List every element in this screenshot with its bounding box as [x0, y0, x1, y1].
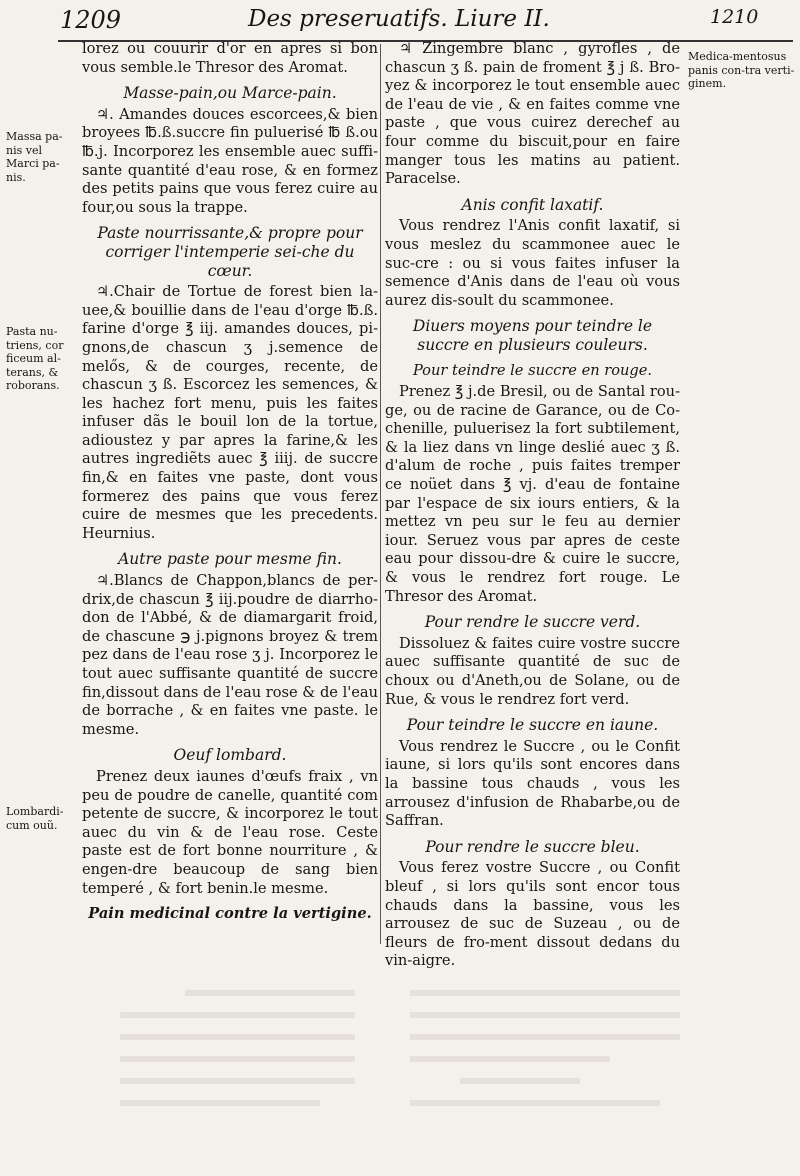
recipe-autre-paste: ♃.Blancs de Chappon,blancs de per-drix,de chascun ℥ iij.poudre de diarrho-don de l'Abbé, & de diamargarit froid, de chascune ℈ j.pignons broyez & trem pez dans de l'eau rose ʒ j. Incorporez le tout auec suffisante quantité de succre fin,dissout dans de l'eau rose & de l'eau de borrache , & en faites vne paste. le mesme.	[82, 572, 378, 738]
heading-masse-pain: Masse-pain,ou Marce-pain.	[123, 84, 337, 103]
recipe-succre-bleu: Vous ferez vostre Succre , ou Confit bleuf , si lors qu'ils sont encor tous chauds dans la bassine, vous les arrousez de suc de Suzeau , ou de fleurs de fro-ment dissout dedans du vin-aigre.	[385, 859, 680, 970]
recipe-anis-confit: Vous rendrez l'Anis confit laxatif, si vous meslez du scammonee auec le suc-cre : ou si vous faites infuser la semence d'Anis dans de l'eau où vous aurez dis-soult du scammonee.	[385, 217, 680, 309]
right-column	[385, 40, 680, 971]
page-number-left: 1209	[60, 6, 122, 34]
margin-note-pasta-nutriens: Pasta nu-triens, cor ficeum al-terans, & roborans.	[6, 325, 64, 392]
recipe-succre-iaune: Vous rendrez le Succre , ou le Confit iaune, si lors qu'ils sont encores dans la bassine tous chauds , vous les arrousez d'infusion de Rhabarbe,ou de Saffran.	[385, 737, 680, 830]
running-title: Des preseruatifs. Liure II.	[248, 6, 550, 32]
recipe-succre-verd: Dissoluez & faites cuire vostre succre auec suffisante quantité de suc de choux ou d'Aneth,ou de Solane, ou de Rue, & vous le rendrez fort verd.	[385, 634, 680, 708]
heading-succre-iaune: Pour teindre le succre en iaune.	[406, 716, 659, 735]
heading-succre-verd: Pour rendre le succre verd.	[424, 613, 641, 632]
recipe-masse-pain: ♃. Amandes douces escorcees,& bien broyees ℔.ß.succre fin puluerisé ℔ ß.ou ℔.j. Incorporez les ensemble auec suffi-sante quantité d'eau rose, & en formez des petits pains que vous ferez cuire au four,ou sous la trappe.	[82, 105, 378, 216]
heading-diuers-moyens: Diuers moyens pour teindre le succre en plusieurs couleurs.	[412, 317, 653, 354]
heading-autre-paste: Autre paste pour mesme fin.	[118, 550, 342, 569]
left-column	[82, 40, 378, 927]
paragraph-continuation: lorez ou couurir d'or en apres si bon vous semble.le Thresor des Aromat.	[82, 40, 378, 76]
recipe-paste-nourrissante: ♃.Chair de Tortue de forest bien la-uee,& bouillie dans de l'eau d'orge ℔.ß. farine d'orge ℥ iij. amandes douces, pi-gnons,de chascun ʒ j.semence de melős, & de courges, recente, de chascun ʒ ß. Escorcez les semences, & les hachez fort menu, puis les faites infuser dãs le bouil lon de la tortue, adioustez y par apres la farine,& les autres ingrediẽts auec ℥ iiij. de succre fin,& en faites vne paste, dont vous formerez des pains que vous ferez cuire de mesmes que les precedents. Heurnius.	[82, 283, 378, 542]
column-divider	[380, 44, 381, 944]
heading-succre-bleu: Pour rendre le succre bleu.	[425, 837, 640, 856]
recipe-pain-medicinal: ♃ Zingembre blanc , gyrofles , de chascun ʒ ß. pain de froment ℥ j ß. Bro-yez & incorporez le tout ensemble auec de l'eau de vie , & en faites comme vne paste , que vous cuirez derechef au four comme du biscuit,pour en faire manger tous les matins au patient. Paracelse.	[385, 40, 680, 188]
heading-succre-rouge: Pour teindre le succre en rouge.	[412, 361, 653, 379]
heading-anis-confit: Anis confit laxatif.	[461, 195, 604, 214]
margin-note-massa-panis: Massa pa-nis vel Marci pa-nis.	[6, 130, 63, 184]
heading-oeuf-lombard: Oeuf lombard.	[173, 746, 287, 765]
margin-note-lombardicum: Lombardi-cum ouũ.	[6, 805, 64, 832]
recipe-oeuf-lombard: Prenez deux iaunes d'œufs fraix , vn peu de poudre de canelle, quantité com petente de succre, & incorporez le tout auec du vin & de l'eau rose. Ceste paste est de fort bonne nourriture , & engen-dre beaucoup de sang bien temperé , & fort benin.le mesme.	[82, 767, 378, 897]
heading-pain-medicinal: Pain medicinal contre la vertigine.	[88, 905, 372, 923]
page-number-right: 1210	[710, 6, 759, 28]
heading-paste-nourrissante: Paste nourrissante,& propre pour corriger l'intemperie sei-che du cœur.	[97, 224, 363, 280]
recipe-succre-rouge: Prenez ℥ j.de Bresil, ou de Santal rou-ge, ou de racine de Garance, ou de Co-chenille, puluerisez la fort subtilement, & la liez dans vn linge deslié auec ʒ ß. d'alum de roche , puis faites tremper ce noüet dans ℥ vj. d'eau de fontaine par l'espace de six iours entiers, & la mettez vn peu sur le feu au dernier iour. Seruez vous par apres de ceste eau pour dissou-dre & cuire le succre, & vous le rendrez fort rouge. Le Thresor des Aromat.	[385, 383, 680, 605]
margin-note-medicamentosus: Medica-mentosus panis con-tra verti-ginem.	[688, 50, 795, 90]
